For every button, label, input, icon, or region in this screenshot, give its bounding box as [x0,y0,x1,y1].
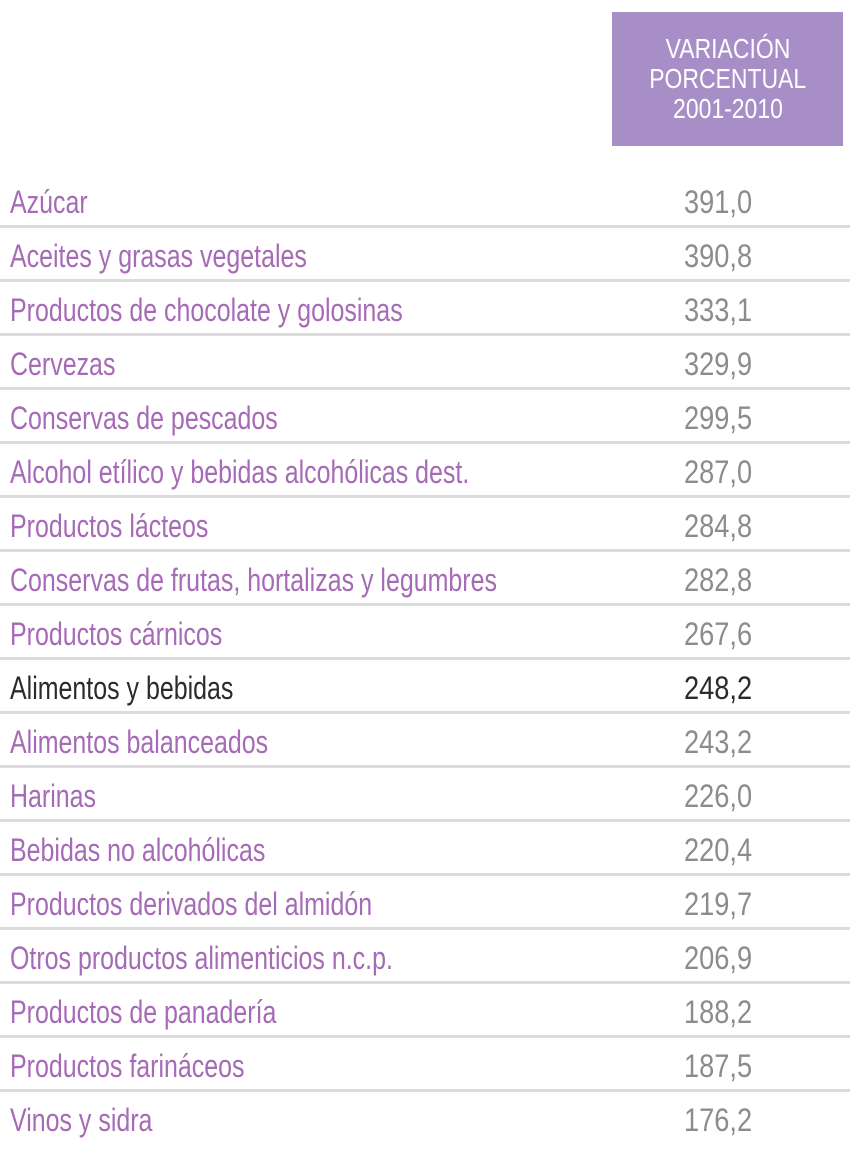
table-row [0,552,850,606]
row-label: Bebidas no alcohólicas [10,832,266,868]
row-label: Alimentos balanceados [10,724,269,760]
table-row [0,876,850,930]
row-value: 226,0 [684,778,753,814]
row-label: Conservas de pescados [10,400,278,436]
row-label: Productos farináceos [10,1048,245,1084]
row-label: Productos de panadería [10,994,277,1030]
row-value: 284,8 [684,508,753,544]
row-value: 282,8 [684,562,753,598]
row-value: 390,8 [684,238,753,274]
column-header-line-3: 2001-2010 [672,93,783,124]
table-row [0,984,850,1038]
column-header-line-2: PORCENTUAL [649,63,806,94]
data-table [0,174,850,1146]
row-label: Productos cárnicos [10,616,223,652]
table-row [0,606,850,660]
row-value: 299,5 [684,400,753,436]
table-row-total [0,660,850,714]
table-row [0,768,850,822]
table-row [0,444,850,498]
row-value: 391,0 [684,184,753,220]
table-row [0,930,850,984]
row-label: Productos lácteos [10,508,209,544]
row-value: 248,2 [684,670,753,706]
row-label: Alimentos y bebidas [10,670,234,706]
row-label: Productos de chocolate y golosinas [10,292,403,328]
row-label: Aceites y grasas vegetales [10,238,307,274]
row-label: Productos derivados del almidón [10,886,373,922]
row-label: Otros productos alimenticios n.c.p. [10,940,393,976]
row-value: 333,1 [684,292,753,328]
row-value: 220,4 [684,832,753,868]
column-header-line-1: VARIACIÓN [665,33,790,64]
row-value: 176,2 [684,1102,753,1138]
table-row [0,1038,850,1092]
row-label: Azúcar [10,184,88,220]
table-row [0,714,850,768]
row-label: Harinas [10,778,97,814]
row-label: Vinos y sidra [10,1102,153,1138]
row-value: 329,9 [684,346,753,382]
row-label: Conservas de frutas, hortalizas y legumbres [10,562,497,598]
row-value: 206,9 [684,940,753,976]
table-row [0,228,850,282]
row-value: 219,7 [684,886,753,922]
table-row [0,336,850,390]
table-row [0,390,850,444]
table-row [0,282,850,336]
row-label: Alcohol etílico y bebidas alcohólicas dest. [10,454,470,490]
table-row [0,174,850,228]
column-header [612,12,843,146]
table-row [0,822,850,876]
row-value: 187,5 [684,1048,753,1084]
row-label: Cervezas [10,346,116,382]
table-row [0,1092,850,1146]
table-row [0,498,850,552]
row-value: 287,0 [684,454,753,490]
row-value: 188,2 [684,994,753,1030]
row-value: 267,6 [684,616,753,652]
row-value: 243,2 [684,724,753,760]
